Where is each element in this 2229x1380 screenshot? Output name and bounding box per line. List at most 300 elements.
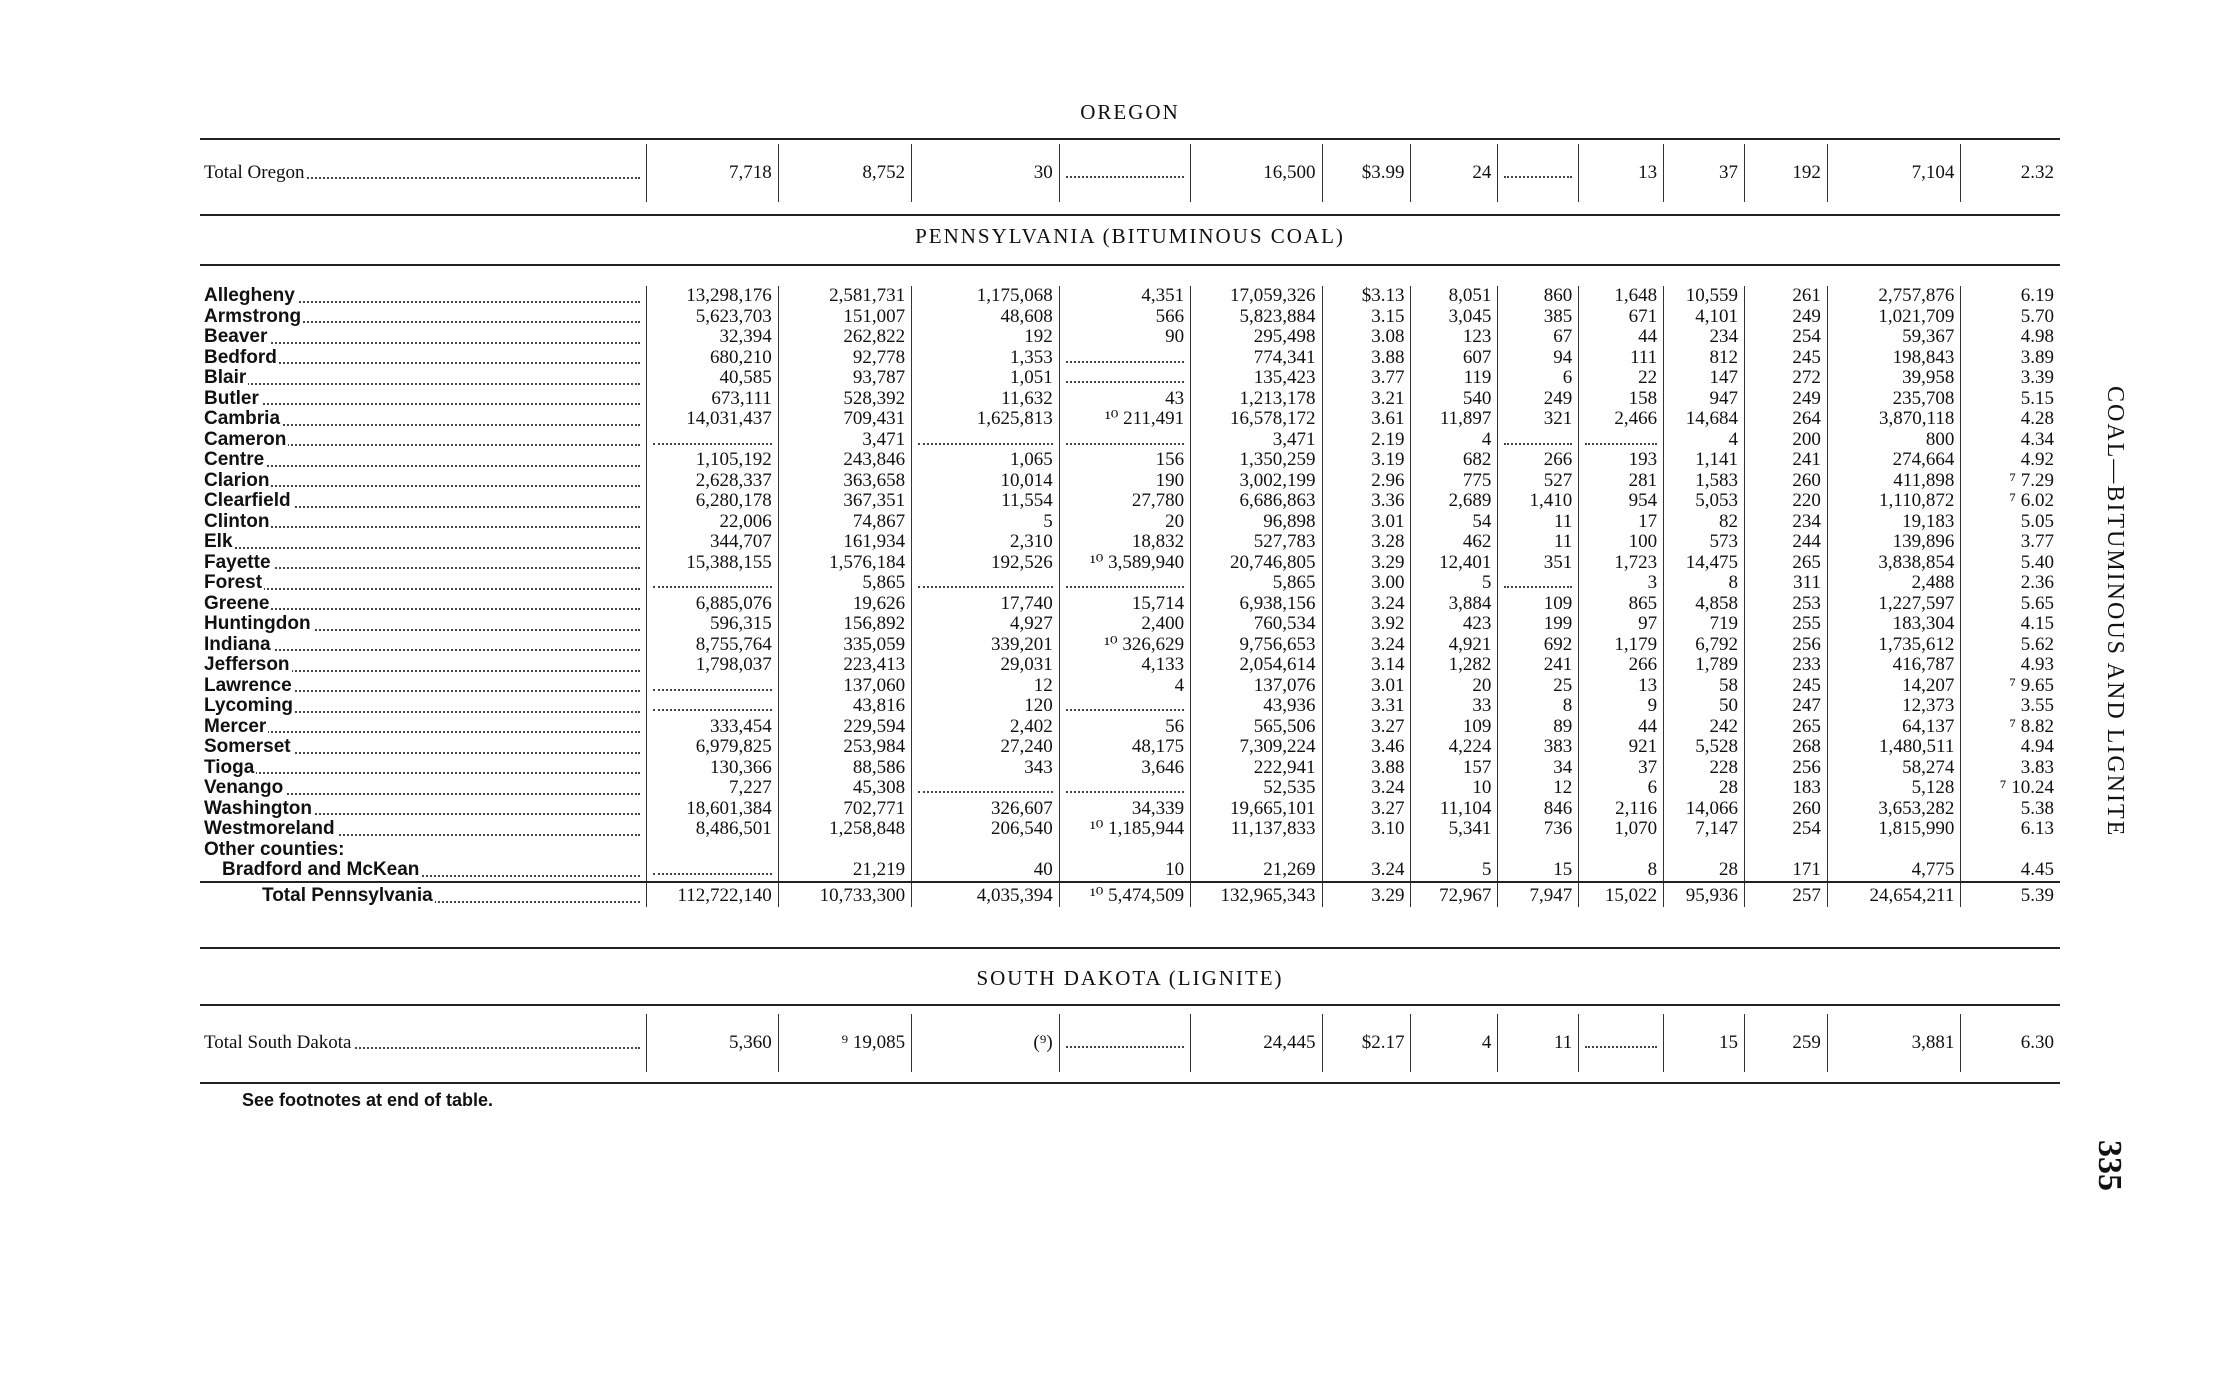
table-cell: 14,207 (1827, 676, 1960, 697)
table-cell: 130,366 (647, 758, 778, 779)
table-cell (912, 573, 1060, 594)
table-cell: 775 (1411, 471, 1498, 492)
table-cell: 1,021,709 (1827, 307, 1960, 328)
blank-dash (1066, 576, 1184, 588)
table-cell: 234 (1664, 327, 1745, 348)
table-cell: 2,628,337 (647, 471, 778, 492)
table-cell: 3,045 (1411, 307, 1498, 328)
table-cell: 921 (1579, 737, 1664, 758)
table-cell: 266 (1498, 450, 1579, 471)
table-cell: 19,183 (1827, 512, 1960, 533)
table-cell: 12 (1498, 778, 1579, 799)
table-cell: 223,413 (778, 655, 911, 676)
footnote: See footnotes at end of table. (242, 1090, 494, 1110)
table-cell: 11 (1498, 532, 1579, 553)
pennsylvania-heading: PENNSYLVANIA (BITUMINOUS COAL) (915, 224, 1345, 248)
table-cell (647, 860, 778, 882)
table-cell: 333,454 (647, 717, 778, 738)
rule-bottom-pennsylvania (200, 947, 2060, 949)
table-cell: 247 (1745, 696, 1828, 717)
table-cell: 20,746,805 (1191, 553, 1322, 574)
table-cell: 5.39 (1961, 882, 2060, 907)
table-cell: 157 (1411, 758, 1498, 779)
oregon-heading: OREGON (1080, 100, 1180, 124)
table-cell: 3,646 (1059, 758, 1190, 779)
row-label: Cambria (200, 409, 647, 430)
table-cell: 6,686,863 (1191, 491, 1322, 512)
table-cell: 67 (1498, 327, 1579, 348)
table-cell: 156 (1059, 450, 1190, 471)
table-cell: 206,540 (912, 819, 1060, 840)
table-cell: 2,581,731 (778, 286, 911, 307)
table-cell: 34 (1498, 758, 1579, 779)
blank-dash (1066, 1036, 1184, 1048)
table-cell: 1,583 (1664, 471, 1745, 492)
table-cell: 8,752 (778, 144, 911, 202)
rule-top-south-dakota (200, 1004, 2060, 1006)
table-cell (1498, 144, 1579, 202)
row-label: Tioga (200, 758, 647, 779)
table-cell: 151,007 (778, 307, 911, 328)
table-cell: 111 (1579, 348, 1664, 369)
other-counties-row (200, 840, 2060, 861)
table-cell: 2,402 (912, 717, 1060, 738)
table-cell: 74,867 (778, 512, 911, 533)
table-cell: 48,608 (912, 307, 1060, 328)
table-cell: 1,179 (1579, 635, 1664, 656)
table-cell: $3.13 (1322, 286, 1411, 307)
table-cell: 20 (1059, 512, 1190, 533)
table-cell: 3,881 (1827, 1014, 1960, 1072)
page-number: 335 (2091, 1140, 2128, 1191)
table-cell: 147 (1664, 368, 1745, 389)
table-cell: 17,059,326 (1191, 286, 1322, 307)
table-cell: 3.21 (1322, 389, 1411, 410)
table-cell: 50 (1664, 696, 1745, 717)
blank-dash (1066, 781, 1184, 793)
table-cell: 43,936 (1191, 696, 1322, 717)
table-cell (1059, 348, 1190, 369)
table-cell: 3.15 (1322, 307, 1411, 328)
table-cell: 13,298,176 (647, 286, 778, 307)
table-cell: 1,815,990 (1827, 819, 1960, 840)
table-cell: 1,350,259 (1191, 450, 1322, 471)
table-cell: 1,105,192 (647, 450, 778, 471)
table-cell: 367,351 (778, 491, 911, 512)
table-cell: 5,865 (1191, 573, 1322, 594)
table-cell: 4,921 (1411, 635, 1498, 656)
table-cell: 8 (1579, 860, 1664, 882)
row-label: Clinton (200, 512, 647, 533)
table-cell: 860 (1498, 286, 1579, 307)
table-cell: 3.00 (1322, 573, 1411, 594)
table-cell: 4.45 (1961, 860, 2060, 882)
table-cell: 3.83 (1961, 758, 2060, 779)
table-row (200, 778, 2060, 799)
table-cell: 3,653,282 (1827, 799, 1960, 820)
table-cell: 5 (1411, 860, 1498, 882)
table-cell: 249 (1745, 389, 1828, 410)
table-cell: 82 (1664, 512, 1745, 533)
table-cell: 253,984 (778, 737, 911, 758)
table-cell: 25 (1498, 676, 1579, 697)
row-label: Clearfield (200, 491, 647, 512)
table-cell: 8,755,764 (647, 635, 778, 656)
table-cell (1498, 430, 1579, 451)
table-cell: 256 (1745, 758, 1828, 779)
table-cell: 736 (1498, 819, 1579, 840)
table-cell: 28 (1664, 860, 1745, 882)
blank-dash (1504, 166, 1572, 178)
table-cell: 228 (1664, 758, 1745, 779)
table-cell (912, 778, 1060, 799)
table-cell (647, 573, 778, 594)
table-row (200, 286, 2060, 307)
table-cell: 89 (1498, 717, 1579, 738)
table-cell: 3.61 (1322, 409, 1411, 430)
table-row (200, 635, 2060, 656)
table-cell: 16,578,172 (1191, 409, 1322, 430)
table-cell: 192 (1745, 144, 1828, 202)
table-cell: 6,885,076 (647, 594, 778, 615)
table-cell: 5,053 (1664, 491, 1745, 512)
south-dakota-table (200, 1014, 2060, 1072)
blank-dash (653, 576, 771, 588)
table-cell: 3.46 (1322, 737, 1411, 758)
table-cell: 528,392 (778, 389, 911, 410)
table-cell: 6,938,156 (1191, 594, 1322, 615)
table-cell: 1,213,178 (1191, 389, 1322, 410)
table-cell: 233 (1745, 655, 1828, 676)
table-cell: 2,116 (1579, 799, 1664, 820)
table-cell: 183,304 (1827, 614, 1960, 635)
table-cell: 262,822 (778, 327, 911, 348)
table-cell: 33 (1411, 696, 1498, 717)
table-cell: 5,623,703 (647, 307, 778, 328)
table-cell: 6,792 (1664, 635, 1745, 656)
table-cell: 52,535 (1191, 778, 1322, 799)
table-cell: 11,632 (912, 389, 1060, 410)
row-label: Centre (200, 450, 647, 471)
table-cell: 17,740 (912, 594, 1060, 615)
table-cell: 266 (1579, 655, 1664, 676)
table-cell: 12 (912, 676, 1060, 697)
table-cell: 1,789 (1664, 655, 1745, 676)
table-cell: 680,210 (647, 348, 778, 369)
table-cell: 241 (1745, 450, 1828, 471)
table-cell: 800 (1827, 430, 1960, 451)
table-cell: 8 (1498, 696, 1579, 717)
table-cell: 27,780 (1059, 491, 1190, 512)
table-cell: 14,066 (1664, 799, 1745, 820)
table-cell: 4.34 (1961, 430, 2060, 451)
total-south-dakota-row (200, 1014, 2060, 1072)
blank-dash (918, 781, 1053, 793)
table-cell: 260 (1745, 471, 1828, 492)
table-cell: ¹⁰ 326,629 (1059, 635, 1190, 656)
table-cell: 200 (1745, 430, 1828, 451)
table-cell: 1,282 (1411, 655, 1498, 676)
table-row (200, 430, 2060, 451)
table-cell: 3.01 (1322, 676, 1411, 697)
table-cell: 37 (1579, 758, 1664, 779)
table-cell: 34,339 (1059, 799, 1190, 820)
table-cell: 4 (1411, 1014, 1498, 1072)
table-cell: 5 (912, 512, 1060, 533)
table-cell: 1,175,068 (912, 286, 1060, 307)
table-cell: 249 (1745, 307, 1828, 328)
table-cell: 249 (1498, 389, 1579, 410)
table-cell: 43,816 (778, 696, 911, 717)
table-cell: 7,147 (1664, 819, 1745, 840)
table-cell: 3,870,118 (1827, 409, 1960, 430)
table-cell: 24,445 (1191, 1014, 1322, 1072)
table-cell: 5 (1411, 573, 1498, 594)
table-cell: 607 (1411, 348, 1498, 369)
table-cell: 14,031,437 (647, 409, 778, 430)
table-cell: 3.88 (1322, 758, 1411, 779)
table-cell: 3.88 (1322, 348, 1411, 369)
table-cell: 5,528 (1664, 737, 1745, 758)
table-cell: ¹⁰ 211,491 (1059, 409, 1190, 430)
table-cell: 28 (1664, 778, 1745, 799)
table-cell: 692 (1498, 635, 1579, 656)
table-cell: 2,400 (1059, 614, 1190, 635)
table-row (200, 491, 2060, 512)
running-title: COAL—BITUMINOUS AND LIGNITE (2102, 386, 2128, 838)
table-cell: 2.19 (1322, 430, 1411, 451)
table-cell: 48,175 (1059, 737, 1190, 758)
table-cell: 671 (1579, 307, 1664, 328)
table-cell: 253 (1745, 594, 1828, 615)
table-cell: 673,111 (647, 389, 778, 410)
table-cell: 11 (1498, 1014, 1579, 1072)
table-cell: 22,006 (647, 512, 778, 533)
table-cell: 59,367 (1827, 327, 1960, 348)
table-row (200, 614, 2060, 635)
row-label: Huntingdon (200, 614, 647, 635)
table-row (200, 307, 2060, 328)
table-cell: 58 (1664, 676, 1745, 697)
table-cell: 244 (1745, 532, 1828, 553)
table-cell: 682 (1411, 450, 1498, 471)
table-cell: 198,843 (1827, 348, 1960, 369)
table-cell: 14,684 (1664, 409, 1745, 430)
table-cell: 222,941 (1191, 758, 1322, 779)
table-cell: 6,979,825 (647, 737, 778, 758)
row-label: Clarion (200, 471, 647, 492)
south-dakota-heading: SOUTH DAKOTA (LIGNITE) (976, 966, 1284, 990)
table-cell: 2,757,876 (1827, 286, 1960, 307)
table-cell: 15 (1664, 1014, 1745, 1072)
table-cell: 139,896 (1827, 532, 1960, 553)
table-cell: 2.96 (1322, 471, 1411, 492)
table-cell: 540 (1411, 389, 1498, 410)
table-cell: 416,787 (1827, 655, 1960, 676)
table-cell: 3.29 (1322, 553, 1411, 574)
table-cell: 527,783 (1191, 532, 1322, 553)
table-cell: 132,965,343 (1191, 882, 1322, 907)
table-cell: 11,897 (1411, 409, 1498, 430)
table-cell: 339,201 (912, 635, 1060, 656)
table-cell: 15,714 (1059, 594, 1190, 615)
table-cell: 3.36 (1322, 491, 1411, 512)
table-cell: 43 (1059, 389, 1190, 410)
table-cell: 411,898 (1827, 471, 1960, 492)
table-cell: 245 (1745, 676, 1828, 697)
row-label: Beaver (200, 327, 647, 348)
table-cell: 6,280,178 (647, 491, 778, 512)
table-cell: 190 (1059, 471, 1190, 492)
table-row (200, 758, 2060, 779)
row-label: Westmoreland (200, 819, 647, 840)
table-cell: 257 (1745, 882, 1828, 907)
table-cell: 281 (1579, 471, 1664, 492)
table-cell: 5.65 (1961, 594, 2060, 615)
table-cell: 39,958 (1827, 368, 1960, 389)
pennsylvania-table (200, 286, 2060, 907)
table-cell: 12,401 (1411, 553, 1498, 574)
table-cell: 326,607 (912, 799, 1060, 820)
table-cell: ¹⁰ 3,589,940 (1059, 553, 1190, 574)
table-cell: 137,076 (1191, 676, 1322, 697)
table-cell: 261 (1745, 286, 1828, 307)
table-cell: 259 (1745, 1014, 1828, 1072)
rule-top-oregon (200, 138, 2060, 140)
table-cell: 45,308 (778, 778, 911, 799)
table-cell: $3.99 (1322, 144, 1411, 202)
table-cell: 29,031 (912, 655, 1060, 676)
table-cell: 1,141 (1664, 450, 1745, 471)
table-cell: 193 (1579, 450, 1664, 471)
table-cell: 265 (1745, 553, 1828, 574)
table-row (200, 450, 2060, 471)
table-cell: 3.10 (1322, 819, 1411, 840)
table-cell: 702,771 (778, 799, 911, 820)
table-cell (1579, 1014, 1664, 1072)
row-label: Lawrence (200, 676, 647, 697)
table-cell: 171 (1745, 860, 1828, 882)
table-cell: 10,559 (1664, 286, 1745, 307)
table-cell: 1,798,037 (647, 655, 778, 676)
table-cell: 566 (1059, 307, 1190, 328)
table-cell: 30 (912, 144, 1060, 202)
row-label: Blair (200, 368, 647, 389)
table-cell: 3.27 (1322, 799, 1411, 820)
table-row (200, 471, 2060, 492)
blank-dash (1066, 433, 1184, 445)
table-cell: 37 (1664, 144, 1745, 202)
table-cell: 311 (1745, 573, 1828, 594)
table-cell: 3.29 (1322, 882, 1411, 907)
row-label: Allegheny (200, 286, 647, 307)
table-cell: 20 (1411, 676, 1498, 697)
table-cell: 3.24 (1322, 860, 1411, 882)
table-cell: 4.92 (1961, 450, 2060, 471)
table-cell: 256 (1745, 635, 1828, 656)
table-cell: 8 (1664, 573, 1745, 594)
table-cell (1059, 778, 1190, 799)
table-cell: 96,898 (1191, 512, 1322, 533)
table-cell: 1,051 (912, 368, 1060, 389)
row-label: Greene (200, 594, 647, 615)
table-cell: 44 (1579, 327, 1664, 348)
table-cell: 6.19 (1961, 286, 2060, 307)
table-cell: 183 (1745, 778, 1828, 799)
table-cell: 3.89 (1961, 348, 2060, 369)
blank-dash (1066, 699, 1184, 711)
table-cell: 1,410 (1498, 491, 1579, 512)
table-cell (1059, 696, 1190, 717)
table-cell: 229,594 (778, 717, 911, 738)
table-cell: ⁷ 8.82 (1961, 717, 2060, 738)
table-cell: 363,658 (778, 471, 911, 492)
row-label: Jefferson (200, 655, 647, 676)
table-cell: 1,227,597 (1827, 594, 1960, 615)
table-cell: 192 (912, 327, 1060, 348)
table-cell: 6 (1579, 778, 1664, 799)
table-cell: 295,498 (1191, 327, 1322, 348)
table-cell: 2.36 (1961, 573, 2060, 594)
table-cell: 4 (1411, 430, 1498, 451)
table-cell: 3 (1579, 573, 1664, 594)
table-cell: 3.28 (1322, 532, 1411, 553)
table-cell (1059, 144, 1190, 202)
table-cell: 8,051 (1411, 286, 1498, 307)
table-cell: 4 (1059, 676, 1190, 697)
table-cell: 423 (1411, 614, 1498, 635)
row-label: Washington (200, 799, 647, 820)
table-row (200, 348, 2060, 369)
table-cell: 13 (1579, 144, 1664, 202)
row-label: Total Oregon (200, 144, 647, 202)
table-cell: 40 (912, 860, 1060, 882)
table-cell: 14,475 (1664, 553, 1745, 574)
blank-dash (653, 433, 771, 445)
table-cell: 1,258,848 (778, 819, 911, 840)
table-cell: 272 (1745, 368, 1828, 389)
table-cell: 12,373 (1827, 696, 1960, 717)
table-cell: 4,351 (1059, 286, 1190, 307)
table-cell: 7,309,224 (1191, 737, 1322, 758)
table-cell: 7,227 (647, 778, 778, 799)
row-label: Indiana (200, 635, 647, 656)
table-cell: 15,388,155 (647, 553, 778, 574)
table-cell: 573 (1664, 532, 1745, 553)
table-cell: 3,471 (778, 430, 911, 451)
table-cell: 5.62 (1961, 635, 2060, 656)
blank-dash (653, 679, 771, 691)
table-cell: 93,787 (778, 368, 911, 389)
table-cell: 2,466 (1579, 409, 1664, 430)
table-row (200, 512, 2060, 533)
table-cell: 234 (1745, 512, 1828, 533)
table-cell: 7,947 (1498, 882, 1579, 907)
table-cell: 3.77 (1961, 532, 2060, 553)
table-cell: 94 (1498, 348, 1579, 369)
table-cell (912, 430, 1060, 451)
row-label: Forest (200, 573, 647, 594)
table-row (200, 409, 2060, 430)
row-label: Cameron (200, 430, 647, 451)
table-cell: 3.01 (1322, 512, 1411, 533)
table-cell: 5.38 (1961, 799, 2060, 820)
table-cell: 4,775 (1827, 860, 1960, 882)
table-cell: 44 (1579, 717, 1664, 738)
table-cell: 2,488 (1827, 573, 1960, 594)
table-cell (1059, 430, 1190, 451)
table-cell: 2,310 (912, 532, 1060, 553)
